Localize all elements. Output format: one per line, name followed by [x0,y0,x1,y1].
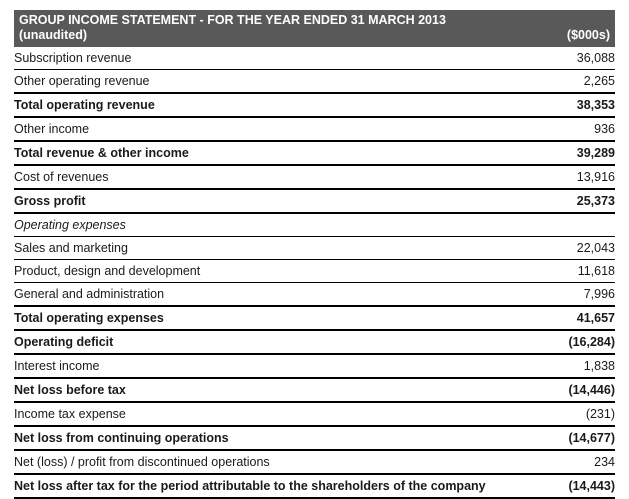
row-value [505,213,615,237]
row-label: Interest income [14,354,505,378]
row-label: Operating expenses [14,213,505,237]
row-value: 41,657 [505,306,615,330]
header-subrow [19,28,610,43]
row-value: (231) [505,402,615,426]
row-value: 936 [505,117,615,141]
table-row [14,70,615,94]
row-label: Product, design and development [14,260,505,283]
statement-title: GROUP INCOME STATEMENT - FOR THE YEAR ENDED 31 MARCH 2013 [19,13,446,27]
row-value: 13,916 [505,165,615,189]
row-label: General and administration [14,283,505,307]
row-label: Net loss from continuing operations [14,426,505,450]
table-row [14,474,615,498]
table-row [14,189,615,213]
row-value: (14,677) [505,426,615,450]
row-label: Net loss before tax [14,378,505,402]
table-row [14,354,615,378]
units-label: ($000s) [566,28,610,42]
row-label: Sales and marketing [14,237,505,260]
row-value: 22,043 [505,237,615,260]
table-row [14,213,615,237]
row-label: Total revenue & other income [14,141,505,165]
header-bar [14,10,615,47]
row-value: 11,618 [505,260,615,283]
table-row [14,283,615,307]
row-label: Subscription revenue [14,47,505,70]
table-row [14,306,615,330]
row-value: 25,373 [505,189,615,213]
table-row [14,117,615,141]
row-label: Other operating revenue [14,70,505,94]
table-row [14,47,615,70]
income-statement [14,10,615,499]
row-value: 39,289 [505,141,615,165]
row-label: Other income [14,117,505,141]
row-value: 38,353 [505,93,615,117]
table-row [14,141,615,165]
row-value: (16,284) [505,330,615,354]
row-value: 234 [505,450,615,474]
table-row [14,450,615,474]
table-row [14,93,615,117]
row-value: 2,265 [505,70,615,94]
row-label: Income tax expense [14,402,505,426]
table-row [14,237,615,260]
table-row [14,402,615,426]
table-row [14,165,615,189]
row-value: 1,838 [505,354,615,378]
table-row [14,330,615,354]
income-statement-table [14,47,615,499]
row-label: Gross profit [14,189,505,213]
row-label: Total operating revenue [14,93,505,117]
table-row [14,426,615,450]
row-label: Net loss after tax for the period attributable to the shareholders of the company [14,474,505,498]
row-value: (14,443) [505,474,615,498]
row-value: 36,088 [505,47,615,70]
row-value: (14,446) [505,378,615,402]
row-value: 7,996 [505,283,615,307]
row-label: Total operating expenses [14,306,505,330]
row-label: Cost of revenues [14,165,505,189]
statement-rows [14,47,615,498]
unaudited-label: (unaudited) [19,28,88,42]
row-label: Operating deficit [14,330,505,354]
table-row [14,378,615,402]
table-row [14,260,615,283]
row-label: Net (loss) / profit from discontinued operations [14,450,505,474]
